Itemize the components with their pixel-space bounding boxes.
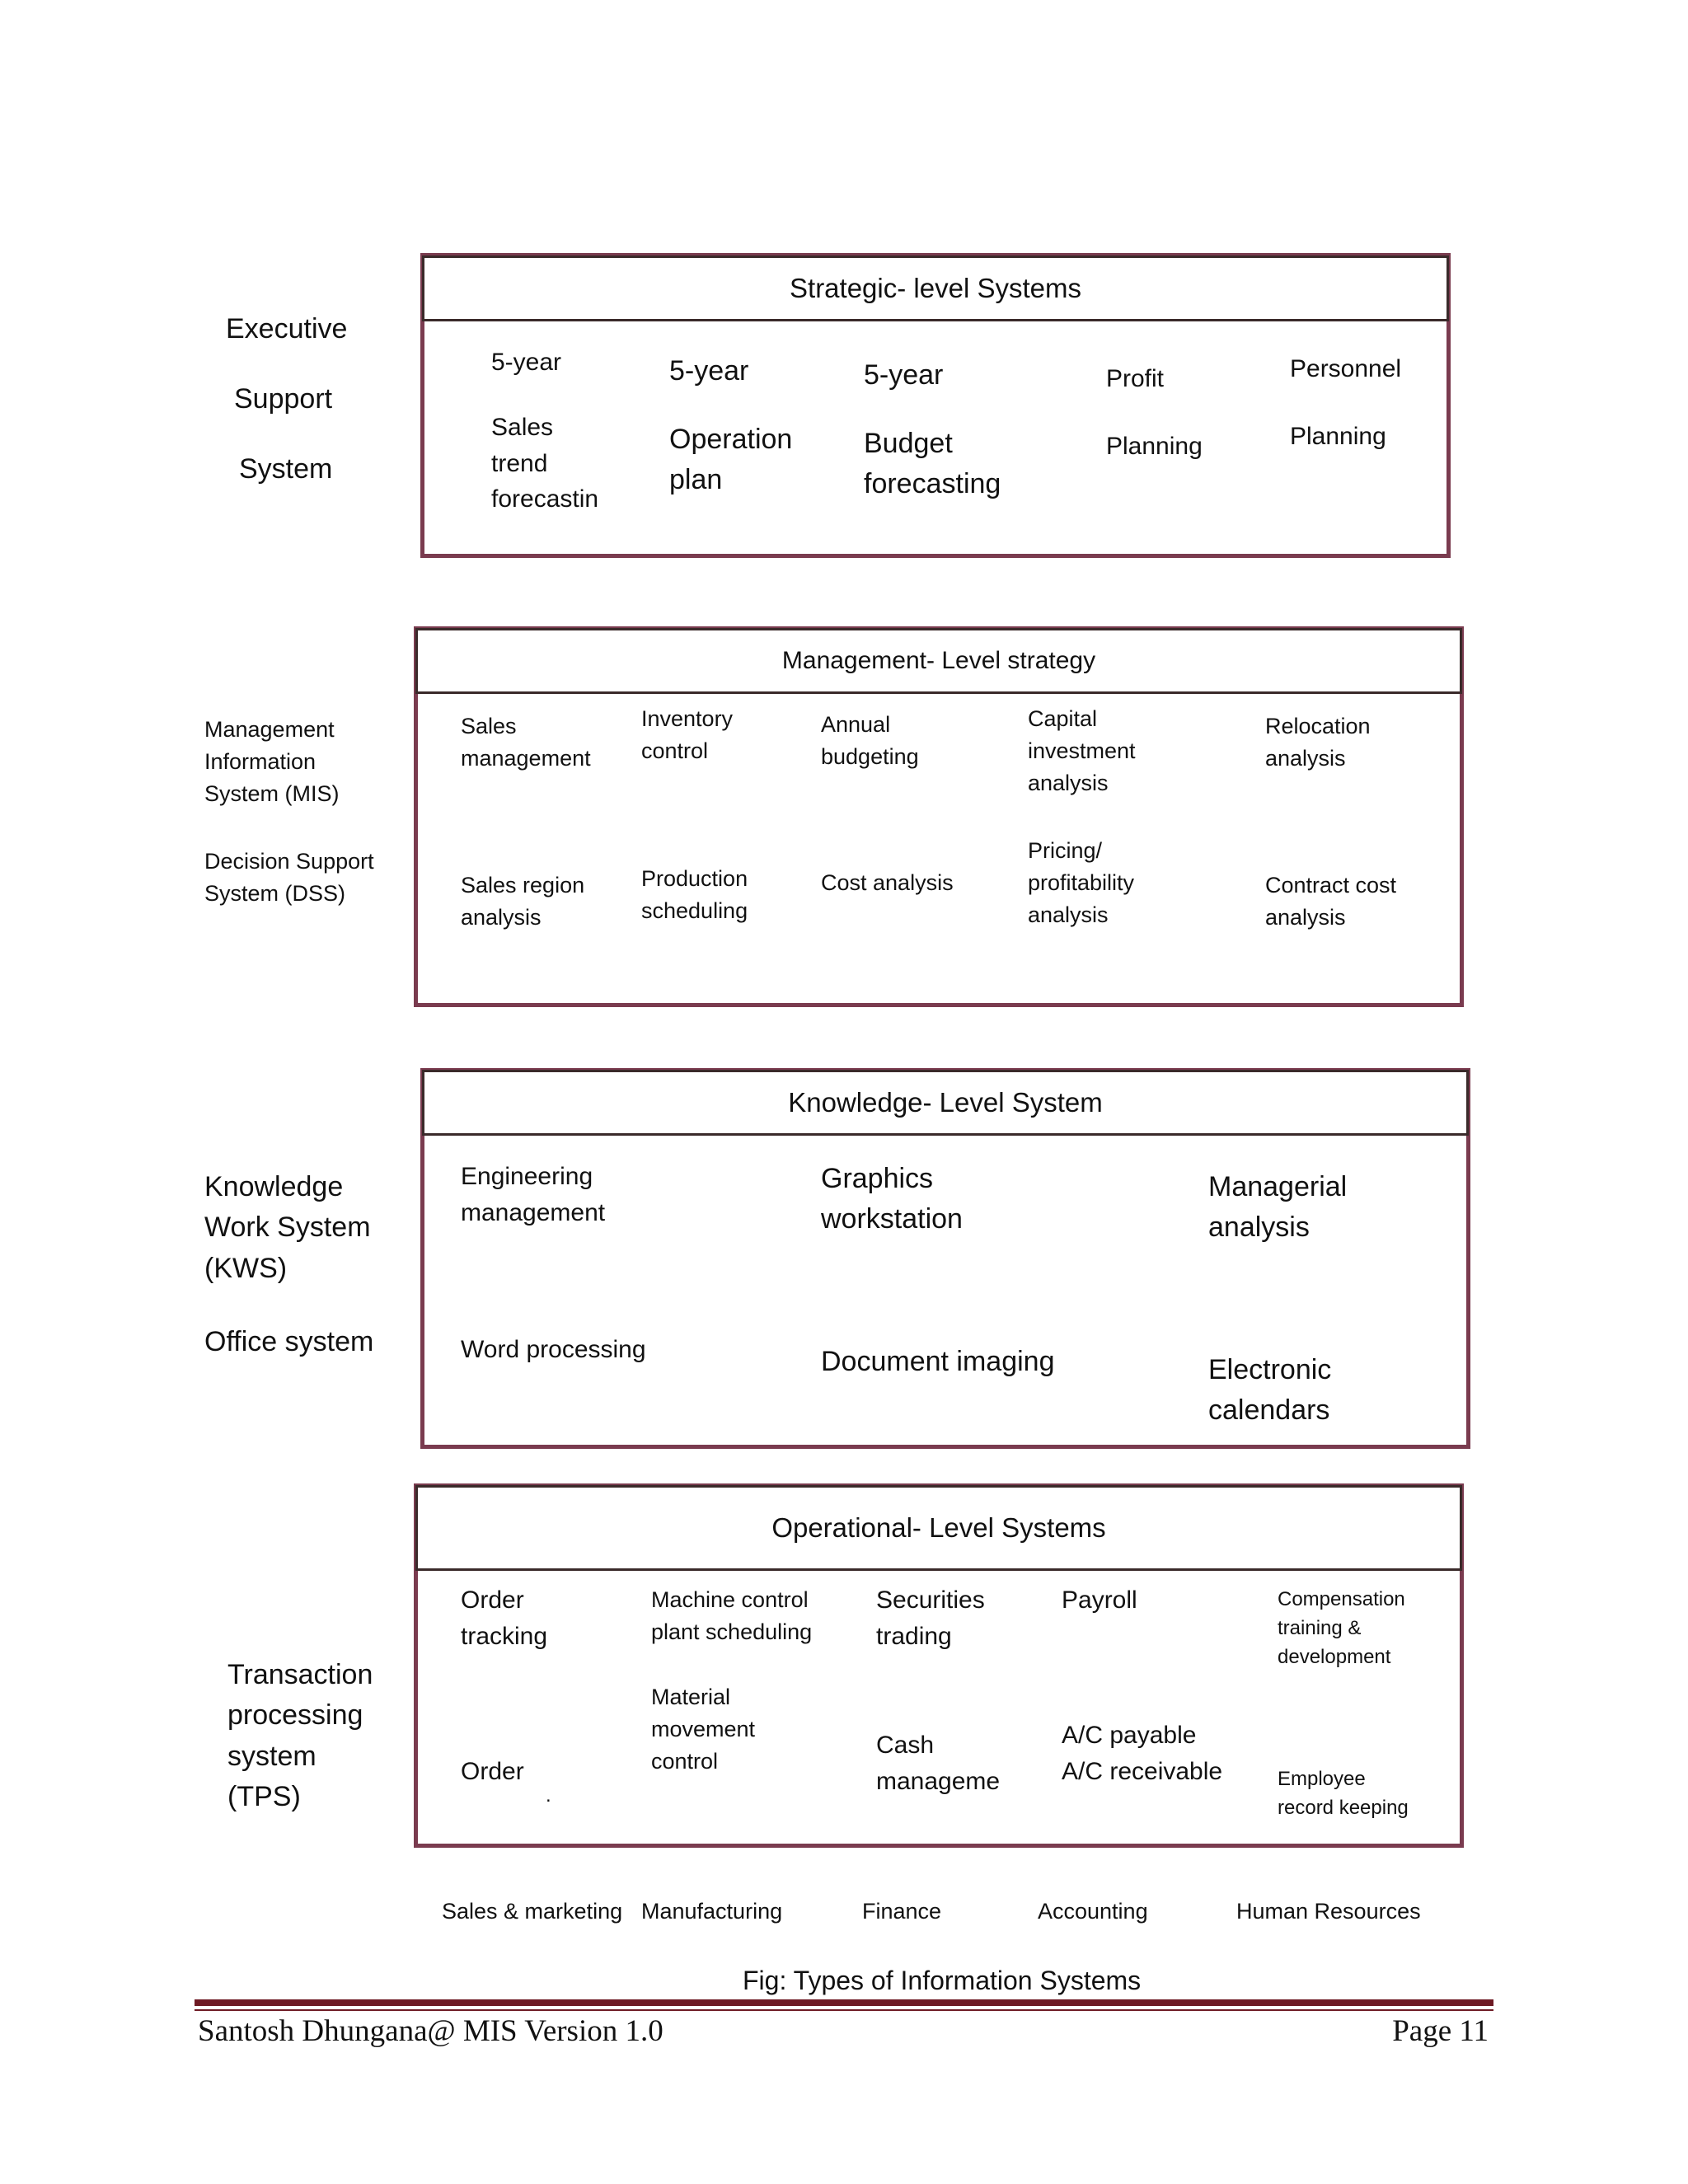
operational-item-order-tracking: Order tracking: [461, 1586, 548, 1650]
operational-item-order: Order: [461, 1758, 524, 1785]
area-manufacturing: Manufacturing: [641, 1899, 783, 1924]
strategic-item-personnel-bottom: Planning: [1290, 423, 1386, 450]
figure-caption: Fig: Types of Information Systems: [743, 1966, 1142, 1995]
knowledge-item-word-processing: Word processing: [461, 1336, 646, 1363]
strategic-item-profit-top: Profit: [1106, 365, 1165, 392]
operational-item-compensation: Compensation training & development: [1278, 1588, 1405, 1668]
management-item-contract-bottom: Contract cost analysis: [1265, 873, 1397, 930]
strategic-item-sales-top: 5-year: [491, 349, 562, 376]
operational-item-employee-records: Employee record keeping: [1278, 1768, 1409, 1819]
area-accounting: Accounting: [1038, 1899, 1148, 1924]
area-finance: Finance: [862, 1899, 942, 1924]
strategic-item-budget-top: 5-year: [864, 359, 944, 391]
area-human-resources: Human Resources: [1236, 1899, 1421, 1924]
footer-author: Santosh Dhungana@ MIS Version 1.0: [198, 2014, 663, 2048]
label-kws: Knowledge Work System (KWS): [204, 1171, 371, 1284]
operational-item-securities: Securities trading: [876, 1586, 985, 1650]
management-item-sales-bottom: Sales region analysis: [461, 873, 585, 930]
management-item-pricing-bottom: Pricing/ profitability analysis: [1028, 838, 1135, 928]
strategic-item-sales-bottom: Sales trend forecastin: [491, 414, 599, 513]
label-line-system: System: [239, 453, 333, 485]
label-line-executive: Executive: [226, 313, 348, 344]
operational-item-machine-control: Machine control plant scheduling: [651, 1587, 813, 1645]
label-line-support: Support: [234, 383, 333, 415]
footer-rule: [195, 1999, 1493, 2006]
management-item-inventory-top: Inventory control: [641, 706, 734, 764]
area-sales-marketing: Sales & marketing: [442, 1899, 623, 1924]
operational-item-cash: Cash manageme: [876, 1732, 1001, 1795]
strategic-item-personnel-top: Personnel: [1290, 355, 1402, 382]
strategic-item-budget-bottom: Budget forecasting: [864, 428, 1001, 500]
operational-item-material: Material movement control: [651, 1685, 756, 1774]
label-office-system: Office system: [204, 1326, 374, 1357]
knowledge-item-graphics-top: Graphics workstation: [821, 1163, 963, 1235]
operational-item-ac: A/C payable A/C receivable: [1062, 1722, 1223, 1785]
knowledge-item-calendars: Electronic calendars: [1208, 1354, 1332, 1427]
strategic-item-operation-bottom: Operation plan: [669, 424, 793, 496]
strategic-item-profit-bottom: Planning: [1106, 433, 1203, 460]
label-mis: Management Information System (MIS): [204, 717, 340, 807]
management-item-relocation-top: Relocation analysis: [1265, 714, 1371, 771]
management-level-header: Management- Level strategy: [415, 628, 1462, 694]
management-item-budget-top: Annual budgeting: [821, 712, 919, 770]
operational-item-payroll: Payroll: [1062, 1586, 1137, 1614]
footer-page-number: Page 11: [1392, 2014, 1489, 2048]
operational-level-header: Operational- Level Systems: [415, 1485, 1462, 1571]
management-item-capital-top: Capital investment analysis: [1028, 706, 1136, 796]
management-item-sales-top: Sales management: [461, 714, 591, 771]
strategic-item-operation-top: 5-year: [669, 355, 749, 387]
knowledge-item-managerial-top: Managerial analysis: [1208, 1171, 1348, 1244]
knowledge-item-document-imaging: Document imaging: [821, 1346, 1055, 1377]
label-tps: Transaction processing system (TPS): [227, 1659, 373, 1812]
knowledge-item-engineering-top: Engineering management: [461, 1163, 606, 1226]
strategic-level-header: Strategic- level Systems: [422, 255, 1449, 321]
label-dss: Decision Support System (DSS): [204, 849, 374, 907]
footer-rule-thin: [195, 2009, 1493, 2011]
operational-stray-mark: .: [546, 1784, 551, 1807]
management-item-inventory-bottom: Production scheduling: [641, 866, 748, 924]
knowledge-level-header: Knowledge- Level System: [422, 1070, 1469, 1136]
management-item-budget-bottom: Cost analysis: [821, 870, 954, 895]
